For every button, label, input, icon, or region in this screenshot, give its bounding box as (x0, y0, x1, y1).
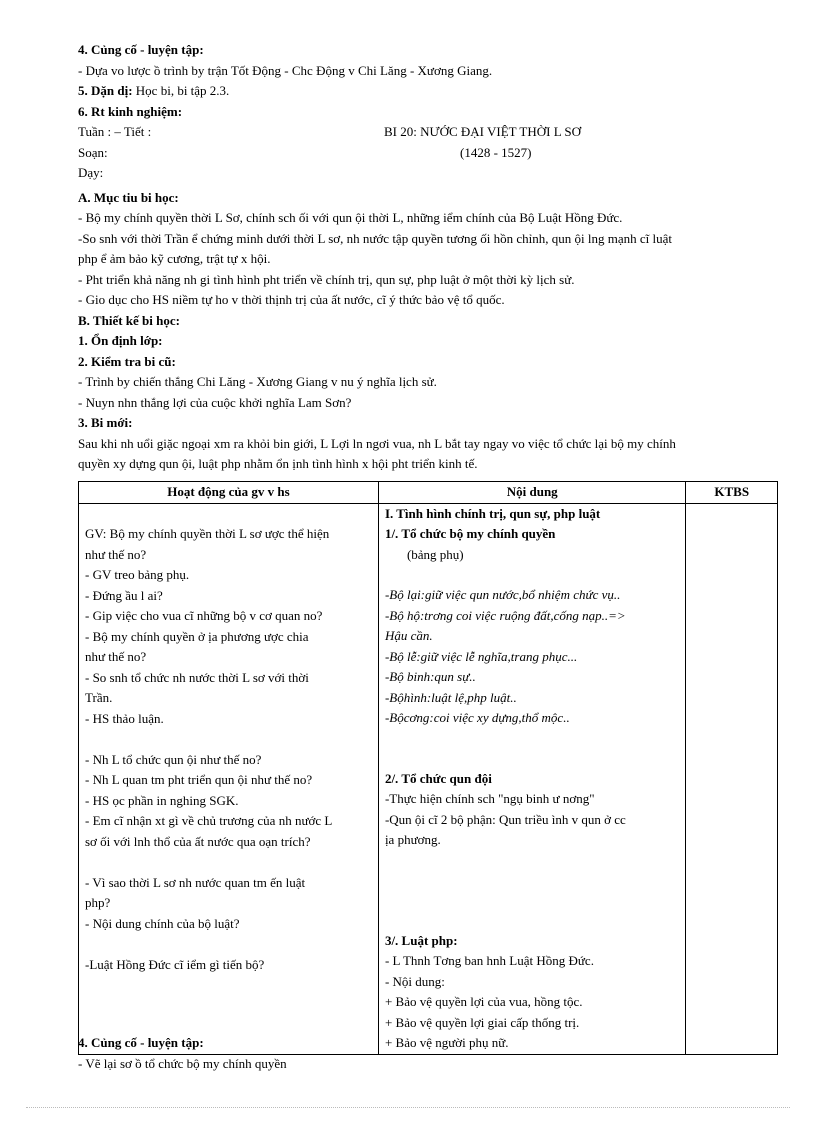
list-item: -Luật Hồng Đức cĩ iểm gì tiến bộ? (85, 956, 265, 972)
list-item: Trần. (85, 690, 113, 705)
list-item: như thế no? (85, 546, 147, 562)
table-header-row (79, 482, 778, 504)
list-item: Hậu cần. (384, 628, 433, 643)
review-heading: 2. Kiểm tra bi cũ: (78, 353, 176, 369)
col-header-ktbs: KTBS (686, 482, 778, 504)
list-item: php? (85, 895, 111, 910)
review-question: - Trình by chiến thắng Chi Lăng - Xương Giang v nu ý nghĩa lịch sử. (78, 374, 437, 389)
subsection-title: 1/. Tổ chức bộ my chính quyền (384, 526, 556, 541)
list-item: ịa phương. (384, 832, 441, 847)
col-header-activities: Hoạt động của gv v hs (79, 482, 379, 504)
list-item: -Bộ hộ:trơng coi việc ruộng đất,cống nạp..=> (384, 607, 626, 623)
list-item (85, 934, 372, 955)
taught-label: Dạy: (78, 165, 104, 180)
content-cell (378, 503, 686, 1054)
list-item: - Gip việc cho vua cĩ những bộ v cơ quan no? (85, 608, 323, 623)
lesson-title: BI 20: NƯỚC ĐẠI VIỆT THỜI L SƠ (384, 124, 582, 139)
intro-paragraph-line: Sau khi nh uổi giặc ngoại xm ra khỏi bin giới, L Lợi ln ngơi vua, nh L bắt tay ngay vo việc tổ chức lại bộ my chính (78, 435, 676, 451)
list-item (85, 504, 372, 525)
activities-list (85, 504, 372, 976)
list-item: - GV treo bảng phụ. (85, 567, 190, 582)
objective-line: - Pht triển khả năng nh gi tình hình pht triển về chính trị, qun sự, php luật ở một thời kỳ lịch sử. (78, 271, 575, 287)
army-list (385, 789, 680, 851)
experience-heading: 6. Rt kinh nghiệm: (78, 103, 183, 119)
design-heading: B. Thiết kế bi học: (78, 312, 180, 328)
footer-section (78, 1033, 778, 1074)
list-item: + Bảo vệ quyền lợi của vua, hồng tộc. (384, 994, 583, 1009)
list-item: - Vì sao thời L sơ nh nước quan tm ến luật (85, 874, 306, 890)
subsection-title: 3/. Luật php: (384, 932, 458, 948)
ministries-list (385, 585, 680, 729)
list-item: -Thực hiện chính sch "ngụ binh ư nơng" (384, 791, 595, 806)
objectives-heading: A. Mục tiu bi học: (78, 189, 179, 205)
review-question: - Nuyn nhn thắng lợi của cuộc khởi nghĩa Lam Sơn? (78, 394, 352, 410)
list-item: - So snh tổ chức nh nước thời L sơ với thời (85, 669, 309, 685)
homework-line: 5. Dặn dị: Học bi, bi tập 2.3. (78, 83, 230, 98)
objective-line: - Bộ my chính quyền thời L Sơ, chính sch ối với qun ội thời L, những iểm chính của Bộ Luật Hồng Đức. (78, 210, 623, 225)
list-item: - Bộ my chính quyền ở ịa phương ược chia (85, 628, 309, 644)
list-item: + Bảo vệ quyền lợi giai cấp thống trị. (384, 1014, 580, 1030)
document-page (78, 40, 778, 475)
col-header-content: Nội dung (378, 482, 686, 504)
list-item: - HS thảo luận. (85, 710, 164, 726)
new-lesson-heading: 3. Bi mới: (78, 415, 133, 430)
class-stabilization-heading: 1. Ổn định lớp: (78, 333, 163, 348)
list-item: như thế no? (85, 649, 147, 664)
consolidation-text: - Dựa vo lược ồ trình by trận Tốt Động - Chc Động v Chi Lăng - Xương Giang. (78, 62, 493, 78)
list-item: - Nội dung: (384, 973, 445, 989)
footer-heading: 4. Củng cố - luyện tập: (78, 1035, 204, 1050)
lesson-header-row-1 (78, 122, 778, 143)
list-item: -Qun ội cĩ 2 bộ phận: Qun triều ình v qun ở cc (384, 811, 626, 827)
board-note: (bảng phụ) (406, 546, 464, 562)
intro-paragraph-line: quyền xy dựng qun ội, luật php nhằm ổn ịnh tình hình x hội pht triển kinh tế. (78, 456, 478, 471)
list-item: - Nội dung chính của bộ luật? (85, 915, 240, 931)
list-item: -Bộ lễ:giữ việc lễ nghĩa,trang phục... (384, 648, 578, 664)
week-period-label: Tuần : – Tiết : (78, 124, 152, 139)
ktbs-cell (686, 503, 778, 1054)
prepared-label: Soạn: (78, 144, 108, 160)
subsection-title: 2/. Tổ chức qun đội (384, 770, 492, 786)
list-item: -Bộ lại:giữ việc qun nước,bổ nhiệm chức vụ.. (384, 587, 621, 602)
objective-line: -So snh với thời Trần ể chứng minh dưới thời L sơ, nh nước tập quyền tương ối hồn chỉnh, qun ội lng mạnh cĩ luật (78, 230, 672, 246)
list-item: -Bộhình:luật lệ,php luật.. (384, 689, 517, 705)
footer-text: - Vẽ lại sơ ồ tổ chức bộ my chính quyền (78, 1055, 287, 1071)
consolidation-heading: 4. Củng cố - luyện tập: (78, 42, 204, 57)
list-item: sơ ối với lnh thổ của ất nước qua oạn trích? (85, 833, 311, 849)
lesson-header-row-3 (78, 163, 778, 184)
list-item: - L Thnh Tơng ban hnh Luật Hồng Đức. (384, 953, 594, 968)
list-item: - Nh L quan tm pht triển qun ội như thế no? (85, 772, 313, 787)
list-item: + Bảo vệ người phụ nữ. (384, 1035, 509, 1050)
list-item (85, 729, 372, 750)
list-item: - Em cĩ nhận xt gì về chủ trương của nh nước L (85, 813, 333, 828)
list-item: - Nh L tổ chức qun ội như thế no? (85, 751, 262, 767)
lesson-years: (1428 - 1527) (460, 144, 532, 160)
list-item: -Bộcơng:coi việc xy dựng,thổ mộc.. (384, 710, 570, 725)
list-item (85, 852, 372, 873)
table-row (79, 503, 778, 1054)
objective-line: php ể ảm bảo kỹ cương, trật tự x hội. (78, 251, 271, 266)
page-bottom-divider (26, 1107, 790, 1108)
activities-cell (79, 503, 379, 1054)
lesson-activities-table (78, 481, 778, 1055)
section-title: I. Tình hình chính trị, qun sự, php luật (384, 505, 601, 521)
list-item: GV: Bộ my chính quyền thời L sơ ược thể hiện (85, 526, 330, 541)
list-item: -Bộ binh:qun sự.. (384, 669, 476, 684)
list-item: - HS ọc phần in nghing SGK. (85, 792, 239, 808)
objective-line: - Gio dục cho HS niềm tự ho v thời thịnh trị của ất nước, cĩ ý thức bảo vệ tổ quốc. (78, 292, 505, 307)
list-item: - Đứng ầu l ai? (85, 587, 163, 603)
lesson-header-row-2 (78, 143, 778, 164)
